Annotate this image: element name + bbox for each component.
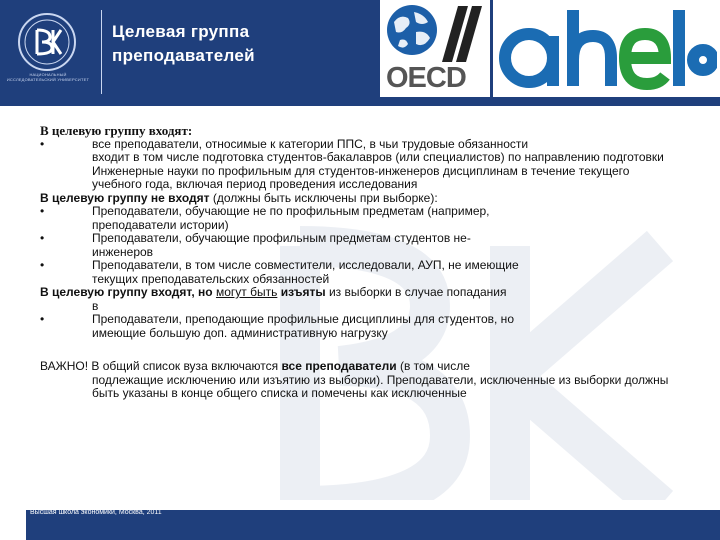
section-included-heading: В целевую группу входят:: [40, 123, 193, 138]
ahelo-logo: [493, 0, 720, 97]
spacer: [40, 340, 680, 360]
list-item-text: Преподаватели, преподающие профильные дисциплины для студентов, но: [92, 312, 514, 326]
section-excluded-heading: [40, 192, 680, 206]
bullet-icon: •: [40, 231, 45, 245]
important-note-c: (в том числе: [396, 359, 470, 373]
list-item-continuation: преподаватели истории): [92, 217, 229, 232]
section-removable-head-b: изъяты: [277, 285, 326, 299]
header-divider: [101, 10, 102, 94]
important-note-continuation: подлежащие исключению или изъятию из выборки). Преподаватели, исключенные из выборки должны быть указаны в конце общего списка и помечены как исключенные: [92, 372, 669, 400]
oecd-logo: [380, 0, 490, 97]
list-item-text: Преподаватели, обучающие профильным предметам студентов не-: [92, 231, 471, 245]
section-removable-head-u: могут быть: [215, 285, 278, 299]
list-item-text: Преподаватели, в том числе совместители, исследовали, АУП, не имеющие: [92, 258, 519, 272]
list-item-text: все преподаватели, относимые к категории ППС, в чьи трудовые обязанности: [92, 136, 529, 151]
list-item: [40, 205, 680, 219]
list-item-continuation: текущих преподавательских обязанностей: [92, 271, 330, 286]
list-item-continuation: имеющие большую доп. административную нагрузку: [92, 325, 388, 340]
section-excluded-head-c: (должны быть исключены при выборке):: [209, 190, 438, 205]
bullet-icon: •: [40, 204, 45, 218]
list-item-continuation: инженеров: [92, 244, 154, 259]
list-item: [40, 259, 680, 273]
oecd-slashes-icon: [438, 6, 486, 62]
section-removable-head-c: из выборки в случае попадания: [325, 285, 507, 299]
ahelo-logo-icon: [495, 6, 717, 94]
important-note-a: ВАЖНО! В общий список вуза включаются: [40, 359, 282, 373]
globe-icon: [386, 4, 438, 56]
section-excluded-head-b: не входят: [150, 190, 210, 205]
section-excluded-head-a: В целевую группу: [40, 190, 151, 205]
list-item: [40, 313, 680, 327]
footer: [0, 500, 720, 540]
list-item-text: Преподаватели, обучающие не по профильным предметам (например,: [92, 204, 490, 218]
section-removable-head-continuation: в: [92, 298, 99, 313]
bullet-icon: •: [40, 258, 45, 272]
page-title-line2: преподавателей: [112, 46, 255, 65]
section-removable-head-a: В целевую группу входят, но: [40, 285, 216, 299]
list-item-continuation: входит в том числе подготовка студентов-бакалавров (или специалистов) по направлению подготовки Инженерные науки по профильным для студентов-инженеров дисциплинам в течение текущего учебного года, включая период проведения исследования: [92, 150, 664, 191]
section-removable-heading: [40, 286, 680, 300]
hse-caption: НАЦИОНАЛЬНЫЙ ИССЛЕДОВАТЕЛЬСКИЙ УНИВЕРСИТЕТ: [6, 72, 90, 82]
oecd-text: OECD: [386, 62, 466, 94]
page-title: [112, 20, 382, 68]
page-title-line1: Целевая группа: [112, 22, 250, 41]
slide-text: [40, 124, 680, 401]
important-note: [40, 360, 680, 374]
important-note-b: все преподаватели: [281, 359, 397, 373]
list-item: [40, 138, 680, 152]
header-band: [0, 0, 720, 106]
slide-content: [0, 106, 720, 510]
bullet-icon: •: [40, 312, 45, 326]
list-item: [40, 232, 680, 246]
bullet-icon: •: [40, 136, 45, 151]
footer-text: Высшая школа экономики, Москва, 2011: [30, 509, 162, 516]
